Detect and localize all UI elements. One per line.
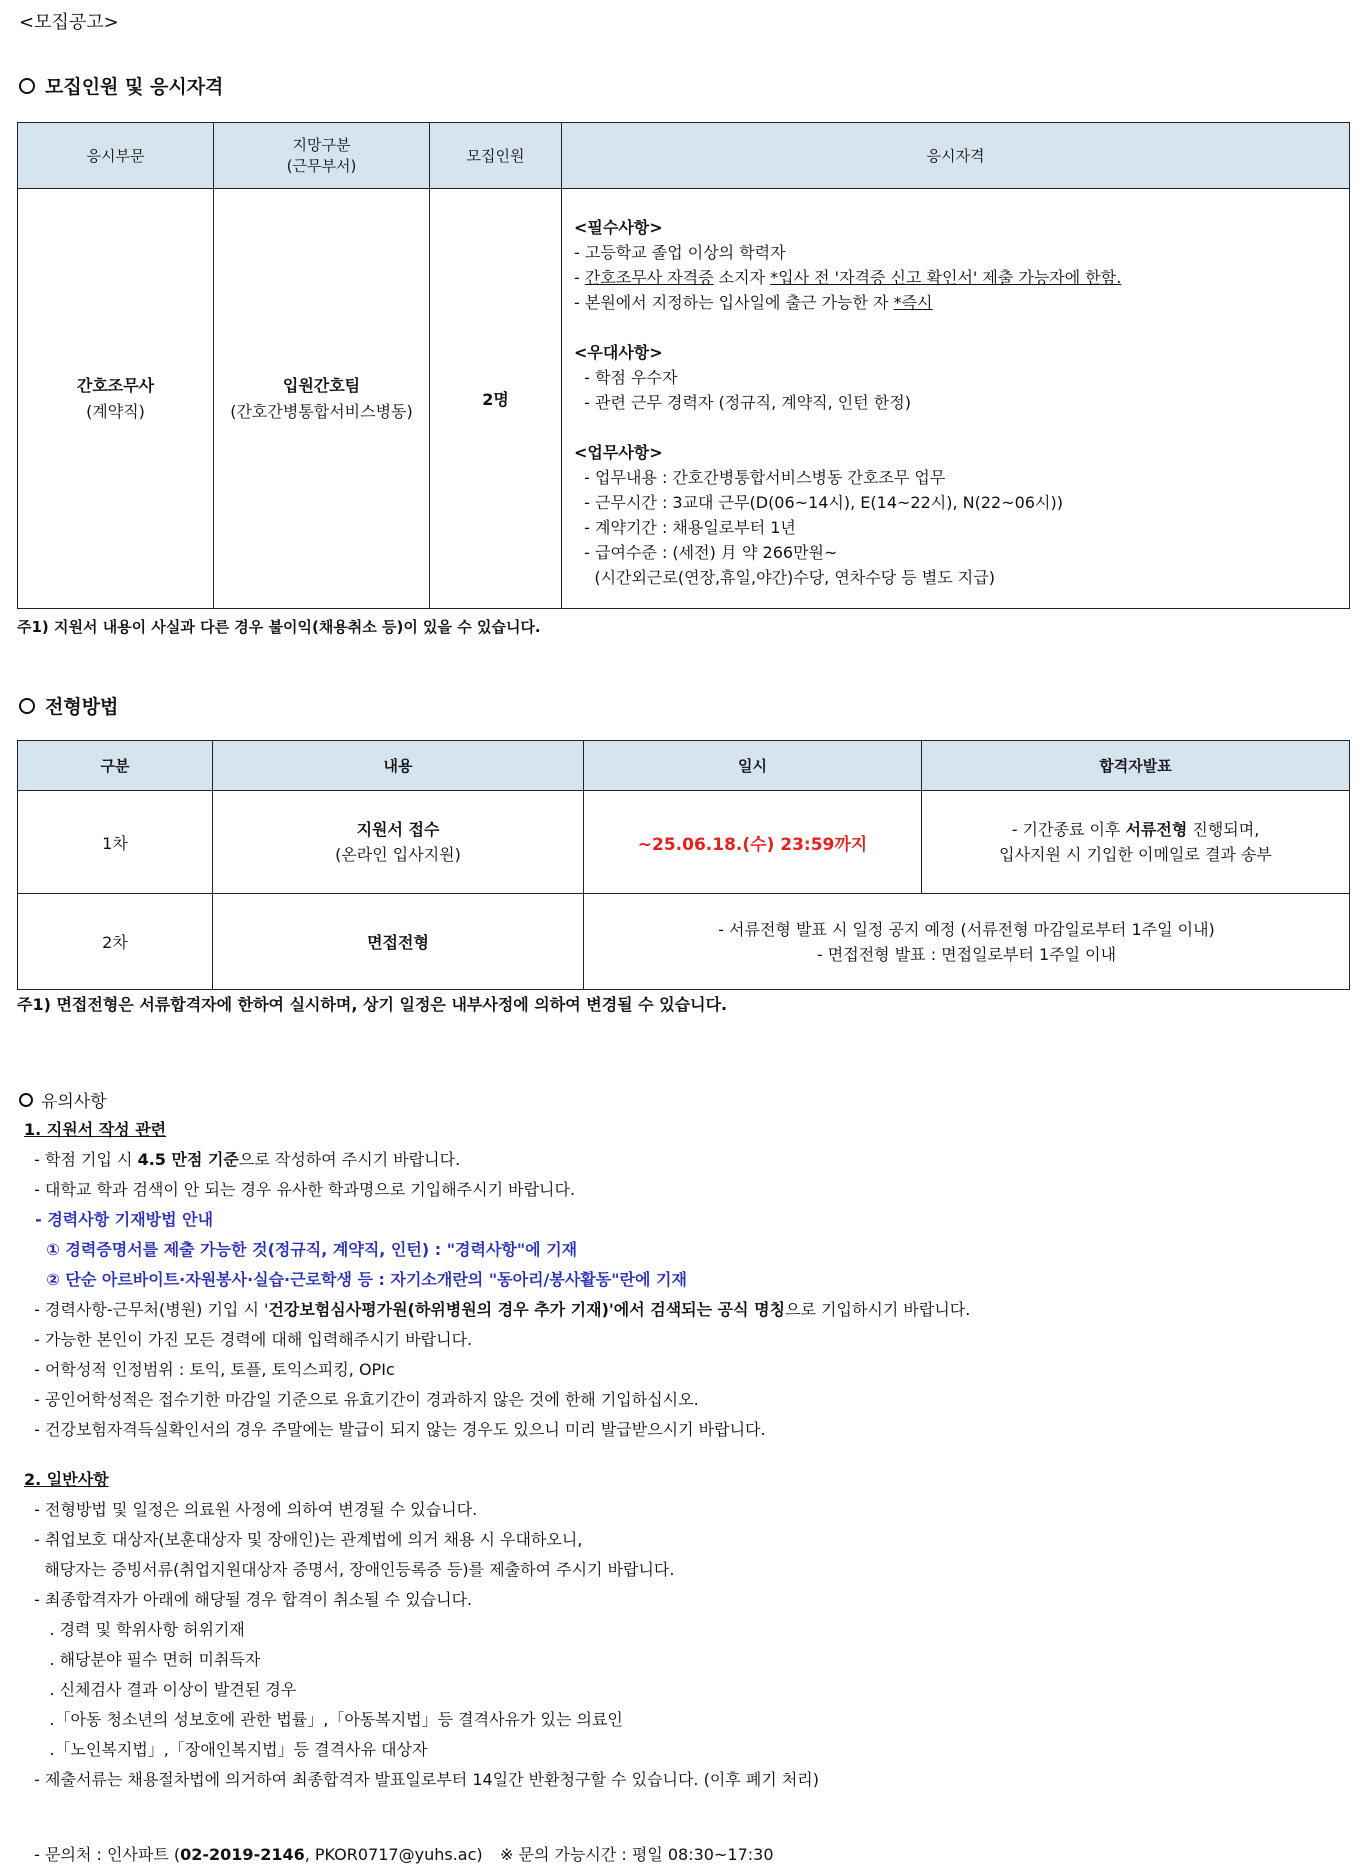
cell-content: 면접전형 (213, 894, 584, 990)
cell-schedule-info: - 서류전형 발표 시 일정 공지 예정 (서류전형 마감일로부터 1주일 이내) - 면접전형 발표 : 면접일로부터 1주일 이내 (584, 894, 1350, 990)
header-stage: 구분 (18, 741, 213, 791)
selection-table (17, 740, 1350, 990)
cell-result: - 기간종료 이후 서류전형 진행되며, 입사지원 시 기입한 이메일로 결과 송부 (922, 791, 1350, 894)
notice-line: - 가능한 본인이 가진 모든 경력에 대해 입력해주시기 바랍니다. (24, 1330, 473, 1349)
cell-stage: 2차 (18, 894, 213, 990)
table-header-row (18, 741, 1350, 791)
notice-line: - 공인어학성적은 접수기한 마감일 기준으로 유효기간이 경과하지 않은 것에 한해 기입하십시오. (24, 1390, 699, 1409)
cell-content: 지원서 접수 (온라인 입사지원) (213, 791, 584, 894)
cell-count: 2명 (430, 189, 562, 609)
header-result: 합격자발표 (922, 741, 1350, 791)
contact-line: - 문의처 : 인사파트 (02-2019-2146, PKOR0717@yuhs.ac) (24, 1845, 483, 1864)
notice-line: ① 경력증명서를 제출 가능한 것(정규직, 계약직, 인턴) : "경력사항"에 기재 (24, 1240, 578, 1259)
table-row (18, 791, 1350, 894)
page-title: <모집공고> (19, 12, 119, 33)
cell-department: 간호조무사 (계약직) (18, 189, 214, 609)
notice-line: - 대학교 학과 검색이 안 되는 경우 유사한 학과명으로 기입해주시기 바랍니다. (24, 1180, 576, 1199)
notice-line: . 신체검사 결과 이상이 발견된 경우 (24, 1680, 297, 1699)
section-title-selection (19, 692, 118, 719)
notice-line: - 취업보호 대상자(보훈대상자 및 장애인)는 관계법에 의거 채용 시 우대하오니, (24, 1530, 583, 1549)
subsection-title: 2. 일반사항 (24, 1470, 109, 1489)
recruitment-note: 주1) 지원서 내용이 사실과 다른 경우 불이익(채용취소 등)이 있을 수 있습니다. (17, 618, 541, 636)
header-date: 일시 (584, 741, 922, 791)
cell-date: ~25.06.18.(수) 23:59까지 (584, 791, 922, 894)
notice-line: - 제출서류는 채용절차법에 의거하여 최종합격자 발표일로부터 14일간 반환청구할 수 있습니다. (이후 폐기 처리) (24, 1770, 819, 1789)
notice-line: - 학점 기입 시 4.5 만점 기준으로 작성하여 주시기 바랍니다. (24, 1150, 461, 1169)
table-row (18, 189, 1350, 609)
contact-hours: ※ 문의 가능시간 : 평일 08:30~17:30 (500, 1845, 774, 1864)
section-title-text: 모집인원 및 응시자격 (45, 76, 224, 98)
subsection-title: 1. 지원서 작성 관련 (24, 1120, 167, 1139)
notice-line: ② 단순 아르바이트·자원봉사·실습·근로학생 등 : 자기소개란의 "동아리/봉사활동"란에 기재 (24, 1270, 687, 1289)
notice-line: .「노인복지법」,「장애인복지법」등 결격사유 대상자 (24, 1740, 428, 1759)
notice-line: - 전형방법 및 일정은 의료원 사정에 의하여 변경될 수 있습니다. (24, 1500, 478, 1519)
section-title-recruitment (19, 72, 223, 99)
notice-line: 해당자는 증빙서류(취업지원대상자 증명서, 장애인등록증 등)를 제출하여 주시기 바랍니다. (24, 1560, 675, 1579)
notice-line: . 해당분야 필수 면허 미취득자 (24, 1650, 261, 1669)
circle-bullet-icon (19, 78, 35, 94)
circle-bullet-icon (19, 1093, 33, 1107)
header-content: 내용 (213, 741, 584, 791)
circle-bullet-icon (19, 698, 35, 714)
cell-qualification: <필수사항> - 고등학교 졸업 이상의 학력자 - 간호조무사 자격증 소지자 *입사 전 '자격증 신고 확인서' 제출 가능자에 한함. - 본원에서 지정하는 입사일에 출근 가능한 자 *즉시 <우대사항> - 학점 우수자 - 관련 근무 경력자 (정규직, 계약직, 인턴 한정) <업무사항> - 업무내용 : 간호간병통합서비스병동 간호조무 업무 - 근무시간 : 3교대 근무(D(06~14시), E(14~22시), N(22~06시)) - 계약기간 : 채용일로부터 1년 - 급여수준 : (세전) 月 약 266만원~ (시간외근로(연장,휴일,야간)수당, 연차수당 등 별도 지급) (562, 189, 1350, 609)
notice-line: .「아동 청소년의 성보호에 관한 법률」,「아동복지법」등 결격사유가 있는 의료인 (24, 1710, 623, 1729)
header-count: 모집인원 (430, 123, 562, 189)
header-unit: 지망구분 (근무부서) (214, 123, 430, 189)
table-row (18, 894, 1350, 990)
selection-note: 주1) 면접전형은 서류합격자에 한하여 실시하며, 상기 일정은 내부사정에 의하여 변경될 수 있습니다. (17, 995, 728, 1014)
notice-line: . 경력 및 학위사항 허위기재 (24, 1620, 245, 1639)
notice-line: - 경력사항-근무처(병원) 기입 시 '건강보험심사평가원(하위병원의 경우 추가 기재)'에서 검색되는 공식 명칭으로 기입하시기 바랍니다. (24, 1300, 971, 1319)
cell-stage: 1차 (18, 791, 213, 894)
notice-line: - 어학성적 인정범위 : 토익, 토플, 토익스피킹, OPIc (24, 1360, 395, 1379)
recruitment-table (17, 122, 1350, 609)
cell-unit: 입원간호팀 (간호간병통합서비스병동) (214, 189, 430, 609)
section-title-notice: 유의사항 (19, 1087, 107, 1112)
notice-line: - 경력사항 기재방법 안내 (24, 1210, 214, 1229)
header-qualification: 응시자격 (562, 123, 1350, 189)
section-title-text: 전형방법 (45, 696, 119, 718)
table-header-row (18, 123, 1350, 189)
notice-line: - 건강보험자격득실확인서의 경우 주말에는 발급이 되지 않는 경우도 있으니 미리 발급받으시기 바랍니다. (24, 1420, 766, 1439)
notice-line: - 최종합격자가 아래에 해당될 경우 합격이 취소될 수 있습니다. (24, 1590, 473, 1609)
header-department: 응시부문 (18, 123, 214, 189)
